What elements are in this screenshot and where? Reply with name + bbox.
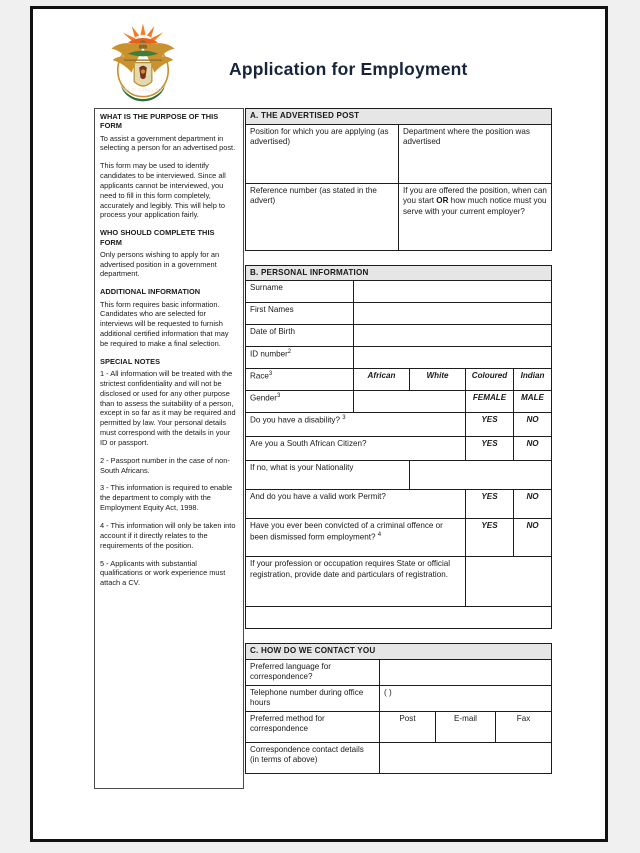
label-disability — [246, 413, 466, 437]
label-gender — [246, 391, 354, 413]
input-id-number[interactable] — [354, 347, 552, 369]
table-row — [246, 557, 552, 607]
label-registration: If your profession or occupation requires State or official registration, provide date and particulars of registration. — [246, 557, 466, 607]
option-method-post[interactable]: Post — [380, 711, 436, 742]
section-b-table — [245, 265, 552, 630]
form-header — [33, 9, 605, 107]
input-preferred-language[interactable] — [380, 659, 552, 685]
footnote-marker: 4 — [377, 531, 382, 538]
label-contact-details: Correspondence contact details (in terms of above) — [246, 742, 380, 773]
table-row — [246, 461, 552, 490]
table-row — [246, 183, 552, 250]
label-preferred-language: Preferred language for correspondence? — [246, 659, 380, 685]
option-method-fax[interactable]: Fax — [496, 711, 552, 742]
table-row — [246, 437, 552, 461]
table-row — [246, 391, 552, 413]
section-c-heading: C. HOW DO WE CONTACT YOU — [246, 644, 552, 660]
table-row — [246, 685, 552, 711]
table-row — [246, 347, 552, 369]
table-row — [246, 109, 552, 125]
instructions-text: Only persons wishing to apply for an advertised position in a government department. — [100, 249, 220, 279]
table-row — [246, 742, 552, 773]
instructions-heading: ADDITIONAL INFORMATION — [100, 287, 201, 297]
instructions-text: This form may be used to identify candidates to be interviewed. Since all applicants cannot be interviewed, you need to fill in this form completely, accurately and legibly. This will help to process your application fairly. — [100, 161, 226, 220]
label-first-names: First Names — [246, 303, 354, 325]
field-reference-number[interactable] — [246, 183, 399, 250]
instructions-heading: WHAT IS THE PURPOSE OF THIS FORM — [100, 112, 219, 131]
label-convicted — [246, 519, 466, 557]
table-row — [246, 659, 552, 685]
option-convicted-yes[interactable]: YES — [466, 519, 514, 557]
option-convicted-no[interactable]: NO — [514, 519, 552, 557]
form-body — [33, 108, 605, 798]
notice-or: OR — [436, 196, 449, 206]
section-spacer — [245, 629, 551, 643]
option-work-permit-no[interactable]: NO — [514, 490, 552, 519]
option-gender-female[interactable]: FEMALE — [466, 391, 514, 413]
input-first-names[interactable] — [354, 303, 552, 325]
table-row — [246, 607, 552, 629]
input-contact-details[interactable] — [380, 742, 552, 773]
table-row — [246, 124, 552, 183]
field-department[interactable] — [399, 124, 552, 183]
label-race — [246, 369, 354, 391]
section-a-heading: A. THE ADVERTISED POST — [246, 109, 552, 125]
option-disability-no[interactable]: NO — [514, 413, 552, 437]
section-b-heading: B. PERSONAL INFORMATION — [246, 265, 552, 281]
label-text: Gender — [250, 393, 277, 403]
field-label — [403, 186, 547, 216]
footnote-marker: 3 — [342, 415, 346, 422]
input-nationality[interactable] — [410, 461, 552, 490]
form-sections — [245, 108, 551, 774]
special-note-4: 4 - This information will only be taken into account if it directly relates to the requirements of the position. — [100, 520, 236, 550]
input-registration[interactable] — [466, 557, 552, 607]
option-race-coloured[interactable]: Coloured — [466, 369, 514, 391]
section-a-table — [245, 108, 552, 251]
footnote-marker: 2 — [287, 349, 292, 356]
field-label: Position for which you are applying (as advertised) — [250, 126, 389, 147]
table-row — [246, 265, 552, 281]
instructions-panel — [94, 108, 244, 789]
instructions-heading: WHO SHOULD COMPLETE THIS FORM — [100, 228, 215, 247]
special-note-3: 3 - This information is required to enable the department to comply with the Employment Equity Act, 1998. — [100, 483, 233, 513]
gender-blank-cell — [354, 391, 466, 413]
svg-text:!KE E: /XARRA //KE: !KE E: /XARRA //KE — [123, 87, 163, 93]
special-note-1: 1 - All information will be treated with the strictest confidentiality and will not be disclosed or used for any other purpose than to assess the suitability of a person, except in so far as it may be required and permitted by law. Your personal details must correspond with the details in your ID or passport. — [100, 369, 236, 447]
option-race-white[interactable]: White — [410, 369, 466, 391]
table-row — [246, 519, 552, 557]
form-page — [30, 6, 608, 842]
table-row — [246, 281, 552, 303]
special-note-5: 5 - Applicants with substantial qualifications or work experience must attach a CV. — [100, 558, 226, 588]
option-race-african[interactable]: African — [354, 369, 410, 391]
table-row — [246, 303, 552, 325]
footnote-marker: 3 — [268, 371, 273, 378]
section-spacer — [245, 251, 551, 265]
label-id-number — [246, 347, 354, 369]
table-row — [246, 369, 552, 391]
table-row — [246, 711, 552, 742]
field-position-applied[interactable] — [246, 124, 399, 183]
section-c-table — [245, 643, 552, 774]
option-work-permit-yes[interactable]: YES — [466, 490, 514, 519]
option-citizen-yes[interactable]: YES — [466, 437, 514, 461]
label-surname: Surname — [246, 281, 354, 303]
label-text: Race — [250, 371, 269, 381]
label-text: Do you have a disability? — [250, 415, 340, 425]
instructions-text: This form requires basic information. Candidates who are selected for interviews will be requested to furnish additional certified information that may be required to make a final selection. — [100, 299, 229, 348]
label-date-of-birth: Date of Birth — [246, 325, 354, 347]
option-disability-yes[interactable]: YES — [466, 413, 514, 437]
table-row — [246, 413, 552, 437]
footnote-marker: 3 — [277, 393, 281, 400]
label-work-permit: And do you have a valid work Permit? — [246, 490, 466, 519]
input-date-of-birth[interactable] — [354, 325, 552, 347]
table-row — [246, 490, 552, 519]
section-b-trailing-blank-row[interactable] — [246, 607, 552, 629]
field-label: Reference number (as stated in the advert) — [250, 185, 377, 206]
field-label: Department where the position was advertised — [403, 126, 530, 147]
instructions-heading: SPECIAL NOTES — [100, 356, 161, 366]
option-race-indian[interactable]: Indian — [514, 369, 552, 391]
option-method-email[interactable]: E-mail — [436, 711, 496, 742]
notice-post: how much notice must you serve with your current employer? — [403, 196, 547, 216]
page-title: Application for Employment — [229, 59, 468, 79]
special-note-2: 2 - Passport number in the case of non-South Africans. — [100, 455, 230, 475]
table-row — [246, 644, 552, 660]
label-text: Have you ever been convicted of a criminal offence or been dismissed form employment? — [250, 521, 443, 542]
input-surname[interactable] — [354, 281, 552, 303]
notice-pre: If you are offered the position, when can you start — [403, 185, 547, 206]
label-preferred-method: Preferred method for correspondence — [246, 711, 380, 742]
label-telephone: Telephone number during office hours — [246, 685, 380, 711]
option-gender-male[interactable]: MALE — [514, 391, 552, 413]
coat-of-arms-icon — [105, 21, 181, 103]
label-text: ID number — [250, 349, 288, 359]
table-row — [246, 325, 552, 347]
label-sa-citizen: Are you a South African Citizen? — [246, 437, 466, 461]
input-telephone[interactable]: ( ) — [380, 685, 552, 711]
field-start-notice[interactable] — [399, 183, 552, 250]
instructions-text: To assist a government department in selecting a person for an advertised post. — [100, 133, 236, 153]
label-nationality: If no, what is your Nationality — [246, 461, 410, 490]
option-citizen-no[interactable]: NO — [514, 437, 552, 461]
